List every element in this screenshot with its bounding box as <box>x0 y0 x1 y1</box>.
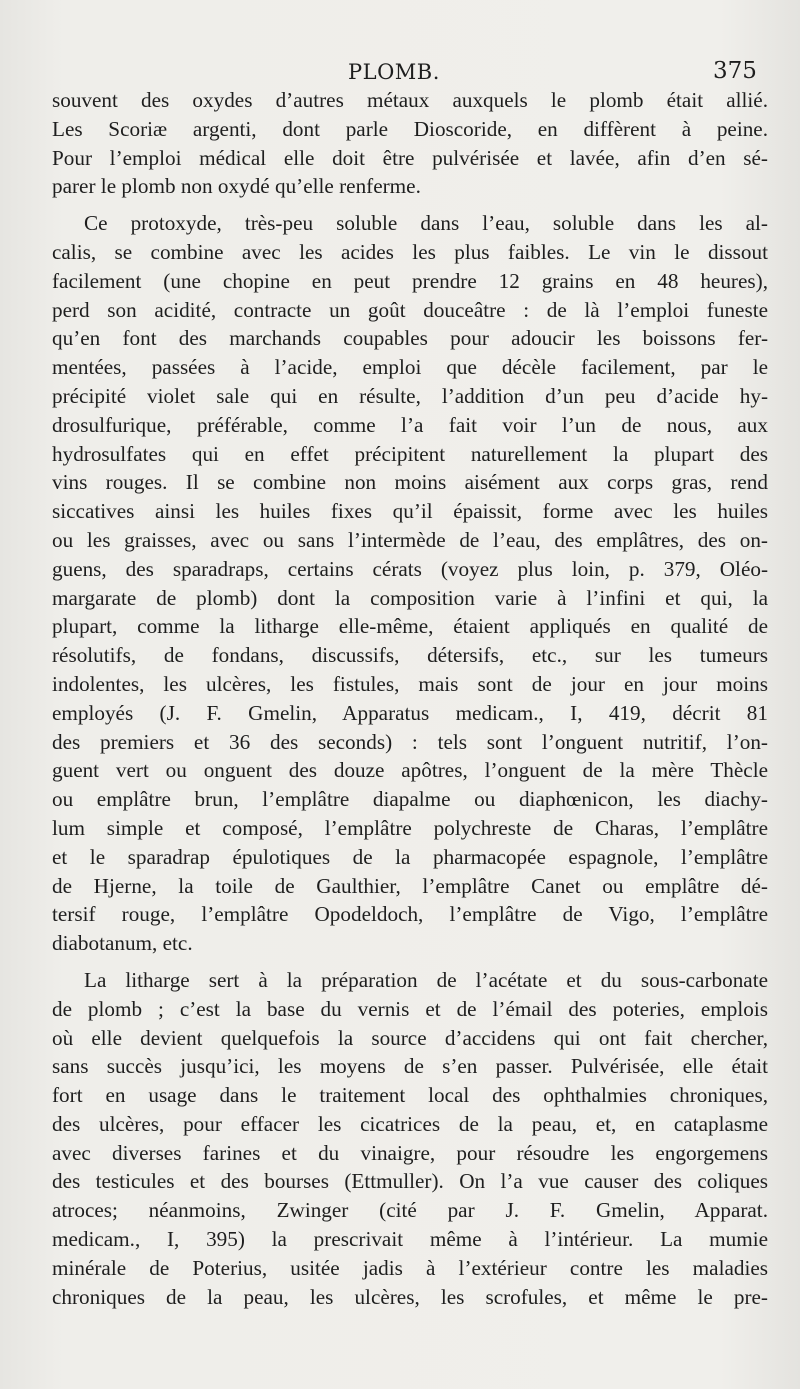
text-line: ou les graisses, avec ou sans l’intermède de l’eau, des emplâtres, des on- <box>52 527 768 552</box>
text-line: Les Scoriæ argenti, dont parle Dioscoride, en diffèrent à peine. <box>52 116 768 141</box>
text-line: où elle devient quelquefois la source d’accidens qui ont fait chercher, <box>52 1025 768 1050</box>
text-line: lum simple et composé, l’emplâtre polychreste de Charas, l’emplâtre <box>52 815 768 840</box>
text-line: hydrosulfates qui en effet précipitent naturellement la plupart des <box>52 441 768 466</box>
text-line: de plomb ; c’est la base du vernis et de l’émail des poteries, emplois <box>52 996 768 1021</box>
text-line: calis, se combine avec les acides les plus faibles. Le vin le dissout <box>52 239 768 264</box>
text-line: qu’en font des marchands coupables pour adoucir les boissons fer- <box>52 326 768 351</box>
text-line: des ulcères, pour effacer les cicatrices de la peau, et, en cataplasme <box>52 1111 768 1136</box>
text-line: de Hjerne, la toile de Gaulthier, l’emplâtre Canet ou emplâtre dé- <box>52 873 768 898</box>
text-line: guent vert ou onguent des douze apôtres, l’onguent de la mère Thècle <box>52 758 768 783</box>
text-line: des premiers et 36 des seconds) : tels sont l’onguent nutritif, l’on- <box>52 729 768 754</box>
text-line: sans succès jusqu’ici, les moyens de s’en passer. Pulvérisée, elle était <box>52 1054 768 1079</box>
text-line: tersif rouge, l’emplâtre Opodeldoch, l’emplâtre de Vigo, l’emplâtre <box>52 902 768 927</box>
body-text <box>52 86 768 1311</box>
text-line: Ce protoxyde, très-peu soluble dans l’eau, soluble dans les al- <box>84 211 768 236</box>
text-line: plupart, comme la litharge elle-même, étaient appliqués en qualité de <box>52 614 768 639</box>
text-line: guens, des sparadraps, certains cérats (voyez plus loin, p. 379, Oléo- <box>52 556 768 581</box>
text-line: diabotanum, etc. <box>52 931 193 956</box>
text-line: indolentes, les ulcères, les fistules, mais sont de jour en jour moins <box>52 671 768 696</box>
text-line: chroniques de la peau, les ulcères, les scrofules, et même le pre- <box>52 1284 768 1309</box>
text-line: perd son acidité, contracte un goût douceâtre : de là l’emploi funeste <box>52 297 768 322</box>
text-line: ou emplâtre brun, l’emplâtre diapalme ou diaphœnicon, les diachy- <box>52 787 768 812</box>
paragraph-p2 <box>52 209 768 958</box>
text-line: facilement (une chopine en peut prendre 12 grains en 48 heures), <box>52 268 768 293</box>
text-line: employés (J. F. Gmelin, Apparatus medicam., I, 419, décrit 81 <box>52 700 768 725</box>
text-line: fort en usage dans le traitement local des ophthalmies chroniques, <box>52 1083 768 1108</box>
text-line: mentées, passées à l’acide, emploi que décèle facilement, par le <box>52 355 768 380</box>
page-number: 375 <box>713 58 757 84</box>
running-title: PLOMB. <box>348 60 440 84</box>
text-line: atroces; néanmoins, Zwinger (cité par J. F. Gmelin, Apparat. <box>52 1198 768 1223</box>
text-line: drosulfurique, préférable, comme l’a fait voir l’un de nous, aux <box>52 412 768 437</box>
text-line: et le sparadrap épulotiques de la pharmacopée espagnole, l’emplâtre <box>52 844 768 869</box>
text-line: précipité violet sale qui en résulte, l’addition d’un peu d’acide hy- <box>52 383 768 408</box>
text-line: margarate de plomb) dont la composition varie à l’infini et qui, la <box>52 585 768 610</box>
text-line: medicam., I, 395) la prescrivait même à l’intérieur. La mumie <box>52 1227 768 1252</box>
paragraph-p1 <box>52 86 768 201</box>
text-line: La litharge sert à la préparation de l’acétate et du sous-carbonate <box>84 967 768 992</box>
text-line: avec diverses farines et du vinaigre, pour résoudre les engorgemens <box>52 1140 768 1165</box>
text-line: siccatives ainsi les huiles fixes qu’il épaissit, forme avec les huiles <box>52 499 768 524</box>
text-line: résolutifs, de fondans, discussifs, détersifs, etc., sur les tumeurs <box>52 643 768 668</box>
paragraph-p3 <box>52 966 768 1312</box>
text-line: des testicules et des bourses (Ettmuller). On l’a vue causer des coliques <box>52 1169 768 1194</box>
text-line: minérale de Poterius, usitée jadis à l’extérieur contre les maladies <box>52 1255 768 1280</box>
text-line: parer le plomb non oxydé qu’elle renferme. <box>52 174 421 199</box>
paragraph-gap <box>52 958 768 966</box>
text-line: Pour l’emploi médical elle doit être pulvérisée et lavée, afin d’en sé- <box>52 145 768 170</box>
text-line: souvent des oxydes d’autres métaux auxquels le plomb était allié. <box>52 88 768 112</box>
paragraph-gap <box>52 201 768 209</box>
text-line: vins rouges. Il se combine non moins aisément aux corps gras, rend <box>52 470 768 495</box>
